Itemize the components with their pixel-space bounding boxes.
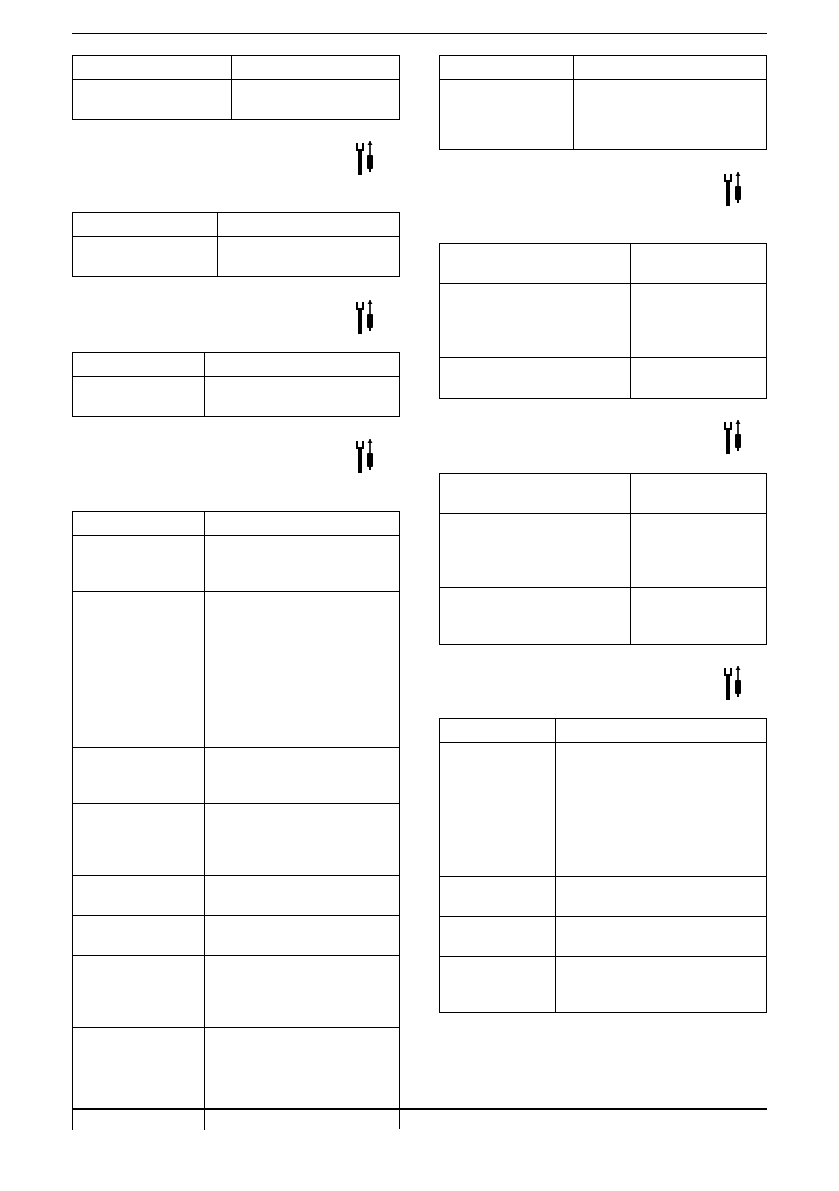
table-cell: [205, 956, 400, 1028]
table-cell: [73, 237, 218, 277]
right-table-3: [439, 473, 767, 645]
table-cell: [218, 213, 400, 237]
table-cell: [205, 748, 400, 804]
table-cell: [73, 956, 205, 1028]
left-table-4: [72, 511, 400, 1110]
table-cell: [440, 719, 556, 743]
left-table-4-continuation: [72, 1110, 400, 1130]
table-cell: [556, 917, 767, 957]
left-table-3: [72, 352, 400, 417]
table-cell: [440, 514, 631, 588]
table-cell: [574, 80, 767, 150]
table-cell: [440, 474, 631, 514]
table-cell: [73, 916, 205, 956]
table-cell: [218, 237, 400, 277]
table-cell: [73, 876, 205, 916]
table-cell: [556, 957, 767, 1013]
table-cell: [205, 1110, 401, 1130]
table-cell: [73, 748, 205, 804]
table-cell: [73, 1110, 205, 1130]
table-cell: [440, 877, 556, 917]
table-cell: [574, 56, 767, 80]
table-cell: [73, 56, 232, 80]
wrench-screwdriver-icon: [723, 172, 743, 206]
table-cell: [440, 56, 574, 80]
table-cell: [73, 80, 232, 120]
table-cell: [205, 353, 400, 377]
table-cell: [440, 80, 574, 150]
table-cell: [631, 588, 767, 645]
right-table-2: [439, 243, 767, 399]
wrench-screwdriver-icon: [355, 141, 375, 175]
table-cell: [631, 358, 767, 399]
table-cell: [631, 474, 767, 514]
table-cell: [205, 876, 400, 916]
right-table-1: [439, 55, 767, 150]
wrench-screwdriver-icon: [723, 420, 743, 454]
table-cell: [73, 536, 205, 592]
table-cell: [631, 244, 767, 284]
table-cell: [73, 512, 205, 536]
table-cell: [440, 244, 631, 284]
wrench-screwdriver-icon: [355, 439, 375, 473]
table-cell: [440, 284, 631, 358]
table-cell: [205, 916, 400, 956]
table-cell: [440, 957, 556, 1013]
wrench-screwdriver-icon: [355, 300, 375, 334]
wrench-screwdriver-icon: [723, 666, 743, 700]
table-cell: [73, 353, 205, 377]
table-cell: [73, 377, 205, 417]
table-cell: [73, 213, 218, 237]
table-cell: [631, 514, 767, 588]
table-cell: [232, 80, 400, 120]
left-table-1: [72, 55, 400, 120]
right-table-4: [439, 718, 767, 1013]
table-cell: [631, 284, 767, 358]
table-cell: [440, 917, 556, 957]
table-cell: [205, 377, 400, 417]
table-cell: [73, 592, 205, 748]
table-cell: [232, 56, 400, 80]
table-cell: [205, 536, 400, 592]
table-cell: [205, 804, 400, 876]
table-cell: [205, 512, 400, 536]
table-cell: [440, 743, 556, 877]
table-cell: [440, 358, 631, 399]
table-cell: [73, 804, 205, 876]
table-cell: [556, 743, 767, 877]
left-table-2: [72, 212, 400, 277]
table-cell: [73, 1028, 205, 1110]
table-cell: [556, 877, 767, 917]
table-cell: [205, 1028, 400, 1110]
table-cell: [556, 719, 767, 743]
table-cell: [440, 588, 631, 645]
header-rule: [72, 33, 767, 34]
table-cell: [205, 592, 400, 748]
